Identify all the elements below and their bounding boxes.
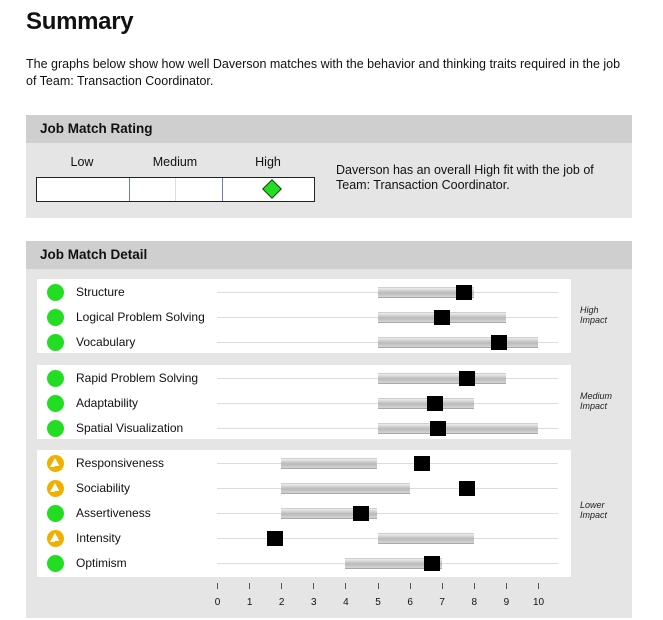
trait-score-marker (427, 396, 443, 411)
axis-tick (217, 583, 218, 589)
impact-label-line: Impact (580, 315, 608, 325)
match-dot-icon (47, 555, 64, 572)
impact-label-line: Impact (580, 510, 608, 520)
trait-group (37, 365, 571, 439)
trait-score-marker (353, 506, 369, 521)
page-title: Summary (26, 8, 134, 35)
trait-label: Vocabulary (76, 335, 136, 349)
trait-track-line (217, 513, 558, 514)
match-dot-icon (47, 284, 64, 301)
job-match-rating-header: Job Match Rating (26, 115, 632, 143)
impact-label (580, 391, 612, 411)
score-axis (26, 577, 632, 617)
axis-tick-label: 10 (532, 597, 545, 608)
trait-row (37, 330, 571, 355)
axis-tick (313, 583, 314, 589)
trait-target-range (281, 458, 377, 469)
trait-score-marker (491, 335, 507, 350)
trait-row (37, 305, 571, 330)
axis-tick-label: 3 (311, 597, 317, 608)
rating-level-low: Low (70, 155, 94, 169)
trait-label: Structure (76, 285, 125, 299)
axis-tick (378, 583, 379, 589)
job-match-rating-panel (26, 115, 632, 218)
trait-label: Rapid Problem Solving (76, 371, 199, 385)
rating-summary-text: Daverson has an overall High fit with the job of Team: Transaction Coordinator. (336, 163, 594, 192)
trait-score-marker (459, 481, 475, 496)
match-dot-icon (47, 505, 64, 522)
trait-row (37, 391, 571, 416)
trait-label: Intensity (76, 531, 121, 545)
axis-tick-label: 6 (407, 597, 413, 608)
axis-tick (281, 583, 282, 589)
rating-divider (222, 178, 223, 201)
rating-diamond-marker (262, 179, 282, 199)
trait-row (37, 526, 571, 551)
axis-tick-label: 5 (375, 597, 381, 608)
intro-paragraph: The graphs below show how well Daverson matches with the behavior and thinking traits required in the job of Team: Transaction Coordinator. (26, 57, 621, 88)
trait-target-range (378, 373, 506, 384)
impact-label (580, 305, 607, 325)
trait-score-marker (434, 310, 450, 325)
warning-icon (47, 530, 64, 547)
trait-score-marker (456, 285, 472, 300)
trait-row (37, 280, 571, 305)
match-dot-icon (47, 309, 64, 326)
trait-target-range (378, 337, 539, 348)
axis-tick-label: 8 (471, 597, 478, 608)
trait-group (37, 279, 571, 353)
axis-tick (442, 583, 443, 589)
impact-label (580, 500, 607, 520)
axis-tick (474, 583, 475, 589)
axis-tick-label: 0 (214, 597, 221, 608)
axis-tick (506, 583, 507, 589)
trait-label: Sociability (76, 481, 131, 495)
trait-group (37, 450, 571, 577)
axis-tick-label: 2 (278, 597, 285, 608)
trait-label: Logical Problem Solving (76, 310, 205, 324)
trait-score-marker (424, 556, 440, 571)
trait-target-range (281, 483, 409, 494)
impact-label-line: Medium (580, 391, 613, 401)
axis-tick-label: 1 (246, 597, 253, 608)
axis-tick-label: 9 (503, 597, 510, 608)
match-dot-icon (47, 370, 64, 387)
match-dot-icon (47, 420, 64, 437)
warning-icon (47, 455, 64, 472)
trait-row (37, 476, 571, 501)
impact-label-line: Lower (580, 500, 605, 510)
impact-label-line: Impact (580, 401, 608, 411)
trait-row (37, 416, 571, 441)
axis-tick (410, 583, 411, 589)
trait-target-range (378, 398, 474, 409)
trait-track-line (217, 463, 558, 464)
impact-label-line: High (580, 305, 599, 315)
rating-level-medium: Medium (152, 155, 198, 169)
axis-tick-label: 7 (439, 597, 445, 608)
axis-tick (538, 583, 539, 589)
trait-label: Spatial Visualization (76, 421, 184, 435)
match-dot-icon (47, 395, 64, 412)
trait-label: Optimism (76, 556, 127, 570)
trait-target-range (378, 533, 474, 544)
axis-tick (345, 583, 346, 589)
rating-bar (36, 177, 315, 202)
warning-icon (47, 480, 64, 497)
job-match-detail-panel (26, 241, 632, 618)
trait-label: Adaptability (76, 396, 139, 410)
trait-row (37, 451, 571, 476)
trait-row (37, 551, 571, 576)
trait-score-marker (267, 531, 283, 546)
rating-level-labels (36, 155, 314, 169)
axis-tick-label: 4 (343, 597, 349, 608)
rating-divider (175, 178, 176, 201)
rating-level-high: High (255, 155, 281, 169)
axis-tick (249, 583, 250, 589)
trait-row (37, 366, 571, 391)
job-match-detail-header: Job Match Detail (26, 241, 632, 269)
trait-target-range (378, 423, 539, 434)
trait-row (37, 501, 571, 526)
trait-score-marker (430, 421, 446, 436)
trait-score-marker (414, 456, 430, 471)
trait-score-marker (459, 371, 475, 386)
rating-divider (129, 178, 130, 201)
trait-label: Assertiveness (76, 506, 151, 520)
trait-label: Responsiveness (76, 456, 165, 470)
match-dot-icon (47, 334, 64, 351)
